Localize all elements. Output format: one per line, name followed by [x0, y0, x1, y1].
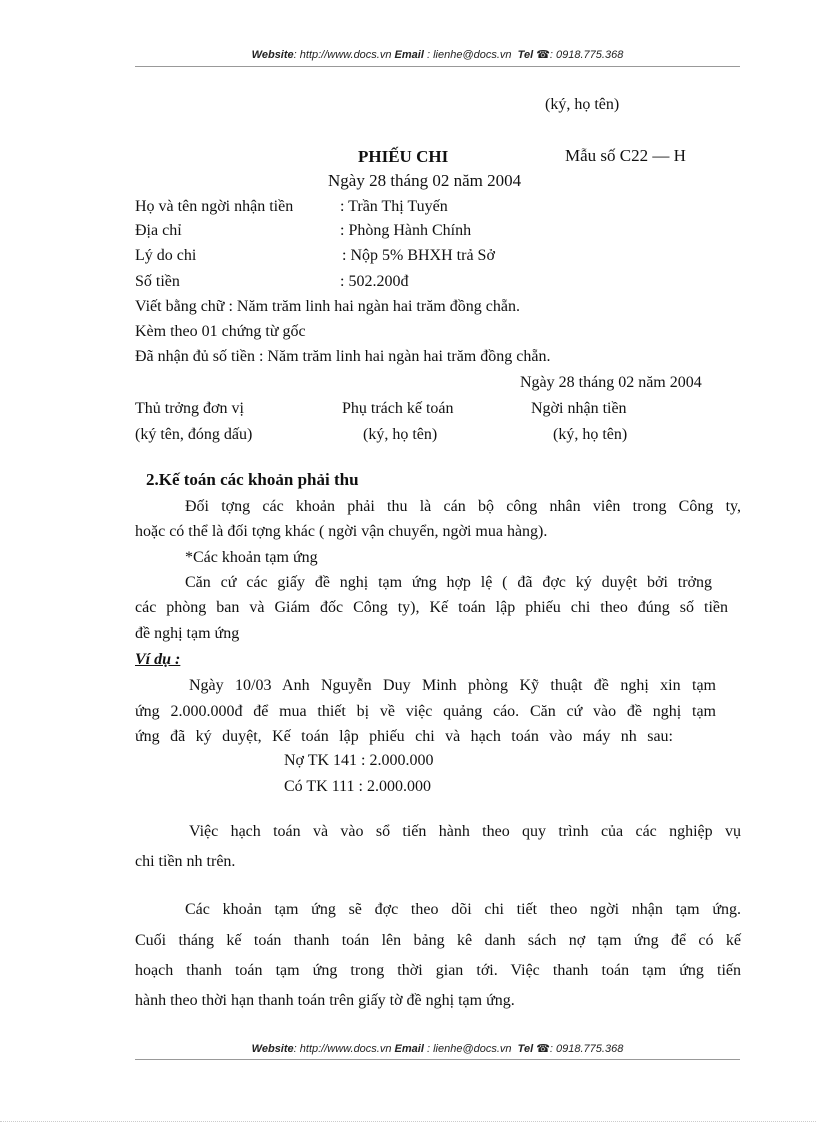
paragraph-3-line-2: chi tiền nh trên.: [135, 853, 236, 870]
footer-rule: [135, 1059, 740, 1060]
field-label-recipient: Họ và tên ngời nhận tiền: [135, 198, 294, 215]
paragraph-2-line-2: các phòng ban và Giám đốc Công ty), Kế toán lập phiếu chi theo đúng số tiền: [135, 599, 728, 616]
phone-icon: ☎: [536, 49, 550, 61]
page-header: [135, 48, 740, 61]
example-line-1: Ngày 10/03 Anh Nguyễn Duy Minh phòng Kỹ thuật đề nghị xin tạm: [189, 677, 716, 694]
footer-tel-label: Tel: [517, 1043, 534, 1055]
tel-value: : 0918.775.368: [549, 49, 624, 61]
footer-phone-icon: ☎: [536, 1043, 550, 1055]
website-label: Website: [251, 49, 294, 61]
email-value[interactable]: : lienhe@docs.vn: [423, 49, 512, 61]
top-signature-note: (ký, họ tên): [545, 96, 620, 113]
advance-title: *Các khoản tạm ứng: [185, 549, 318, 566]
footer-website-label: Website: [251, 1043, 294, 1055]
paragraph-4-line-4: hành theo thời hạn thanh toán trên giấy tờ đề nghị tạm ứng.: [135, 992, 515, 1009]
field-label-amount: Số tiền: [135, 273, 180, 290]
footer-email-label: Email: [394, 1043, 424, 1055]
signature-note-head: (ký tên, đóng dấu): [135, 426, 253, 443]
website-url[interactable]: : http://www.docs.vn: [293, 49, 392, 61]
page-bottom-border: [0, 1121, 816, 1122]
example-label: Ví dụ :: [135, 651, 181, 668]
field-value-recipient: : Trần Thị Tuyến: [340, 198, 448, 215]
voucher-form-no: Mẫu số C22 — H: [565, 146, 686, 165]
signature-note-recipient: (ký, họ tên): [553, 426, 628, 443]
tel-label: Tel: [517, 49, 534, 61]
email-label: Email: [394, 49, 424, 61]
paragraph-2-line-3: đề nghị tạm ứng: [135, 625, 240, 642]
paragraph-4-line-1: Các khoản tạm ứng sẽ đợc theo dõi chi tiết theo ngời nhận tạm ứng.: [185, 901, 741, 918]
entry-debit: Nợ TK 141 : 2.000.000: [284, 752, 434, 769]
amount-in-words: Viết bằng chữ : Năm trăm linh hai ngàn hai trăm đồng chẵn.: [135, 298, 520, 315]
page-footer: [135, 1042, 740, 1055]
example-line-3: ứng đã ký duyệt, Kế toán lập phiếu chi và hạch toán vào máy nh sau:: [135, 728, 673, 745]
field-label-address: Địa chỉ: [135, 222, 182, 239]
paragraph-1-line-1: Đối tợng các khoản phải thu là cán bộ công nhân viên trong Công ty,: [185, 498, 741, 515]
paragraph-4-line-3: hoạch thanh toán tạm ứng trong thời gian tới. Việc thanh toán tạm ứng tiến: [135, 962, 741, 979]
paragraph-2-line-1: Căn cứ các giấy đề nghị tạm ứng hợp lệ ( đã đợc ký duyệt bởi trởng: [185, 574, 712, 591]
signature-note-accountant: (ký, họ tên): [363, 426, 438, 443]
attached-documents: Kèm theo 01 chứng từ gốc: [135, 323, 306, 340]
footer-email-value[interactable]: : lienhe@docs.vn: [423, 1043, 512, 1055]
voucher-date: Ngày 28 tháng 02 năm 2004: [328, 171, 522, 190]
footer-website-url[interactable]: : http://www.docs.vn: [293, 1043, 392, 1055]
section-heading: 2.Kế toán các khoản phải thu: [146, 470, 359, 489]
field-value-amount: : 502.200đ: [340, 273, 409, 290]
footer-tel-value: : 0918.775.368: [549, 1043, 624, 1055]
signature-role-accountant: Phụ trách kế toán: [342, 400, 454, 417]
paragraph-4-line-2: Cuối tháng kế toán thanh toán lên bảng kê danh sách nợ tạm ứng để có kế: [135, 932, 741, 949]
field-value-reason: : Nộp 5% BHXH trả Sở: [342, 247, 495, 264]
entry-credit: Có TK 111 : 2.000.000: [284, 778, 431, 795]
field-label-reason: Lý do chi: [135, 247, 197, 264]
voucher-title: PHIẾU CHI: [358, 147, 449, 166]
paragraph-1-line-2: hoặc có thể là đối tợng khác ( ngời vận chuyển, ngời mua hàng).: [135, 523, 548, 540]
header-rule: [135, 66, 740, 67]
signature-role-recipient: Ngời nhận tiền: [531, 400, 627, 417]
signature-role-head: Thủ trởng đơn vị: [135, 400, 244, 417]
field-value-address: : Phòng Hành Chính: [340, 222, 472, 239]
amount-received: Đã nhận đủ số tiền : Năm trăm linh hai ngàn hai trăm đồng chẵn.: [135, 348, 551, 365]
example-line-2: ứng 2.000.000đ để mua thiết bị về việc quảng cáo. Căn cứ vào đề nghị tạm: [135, 703, 716, 720]
paragraph-3-line-1: Việc hạch toán và vào sổ tiến hành theo quy trình của các nghiệp vụ: [189, 823, 741, 840]
signature-date: Ngày 28 tháng 02 năm 2004: [520, 374, 702, 391]
